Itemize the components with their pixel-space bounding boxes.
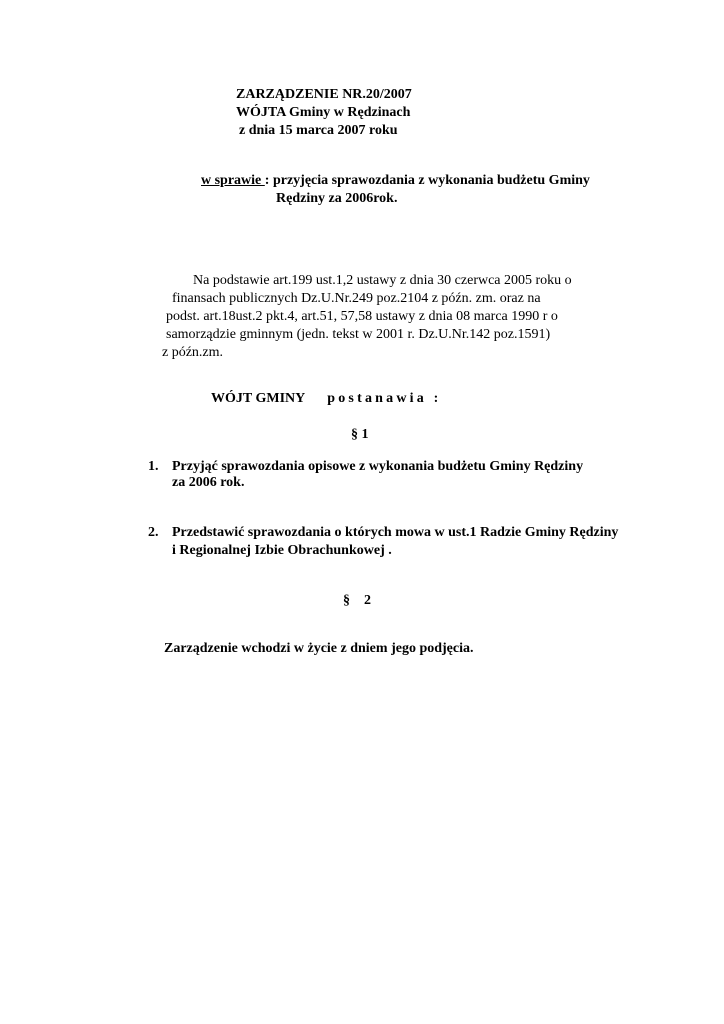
list-item-text: Przedstawić sprawozdania o których mowa w ust.1 Radzie Gminy Rędziny: [172, 525, 619, 540]
list-item-text: Przyjąć sprawozdania opisowe z wykonania budżetu Gminy Rędziny: [172, 459, 584, 474]
issuer: WÓJTA Gminy w Rędzinach: [236, 105, 411, 120]
effective-clause: Zarządzenie wchodzi w życie z dniem jego podjęcia.: [164, 641, 474, 656]
preamble-line: samorządzie gminnym (jedn. tekst w 2001 r. Dz.U.Nr.142 poz.1591): [166, 327, 551, 342]
subject-label: w sprawie: [201, 173, 265, 188]
decree-verb: postanawia :: [327, 391, 442, 406]
list-item-text: za 2006 rok.: [172, 475, 245, 490]
subject-text: : przyjęcia sprawozdania z wykonania budżetu Gminy: [264, 173, 590, 188]
list-item-number: 1.: [148, 459, 159, 474]
list-item-text: i Regionalnej Izbie Obrachunkowej .: [172, 543, 392, 558]
section-1-heading: § 1: [351, 427, 369, 442]
preamble-line: podst. art.18ust.2 pkt.4, art.51, 57,58 ustawy z dnia 08 marca 1990 r o: [166, 309, 558, 324]
decree-statement: [211, 390, 442, 407]
list-item-number: 2.: [148, 525, 159, 540]
preamble-line: z późn.zm.: [162, 345, 224, 360]
preamble-line: Na podstawie art.199 ust.1,2 ustawy z dnia 30 czerwca 2005 roku o: [193, 273, 572, 288]
decree-date: z dnia 15 marca 2007 roku: [239, 123, 398, 138]
decree-number: ZARZĄDZENIE NR.20/2007: [236, 87, 412, 102]
section-2-heading: § 2: [343, 593, 371, 608]
preamble-line: finansach publicznych Dz.U.Nr.249 poz.2104 z późn. zm. oraz na: [172, 291, 541, 306]
subject-line-1: [201, 172, 590, 189]
decree-authority: WÓJT GMINY: [211, 391, 306, 406]
subject-line-2: Rędziny za 2006rok.: [276, 191, 398, 206]
